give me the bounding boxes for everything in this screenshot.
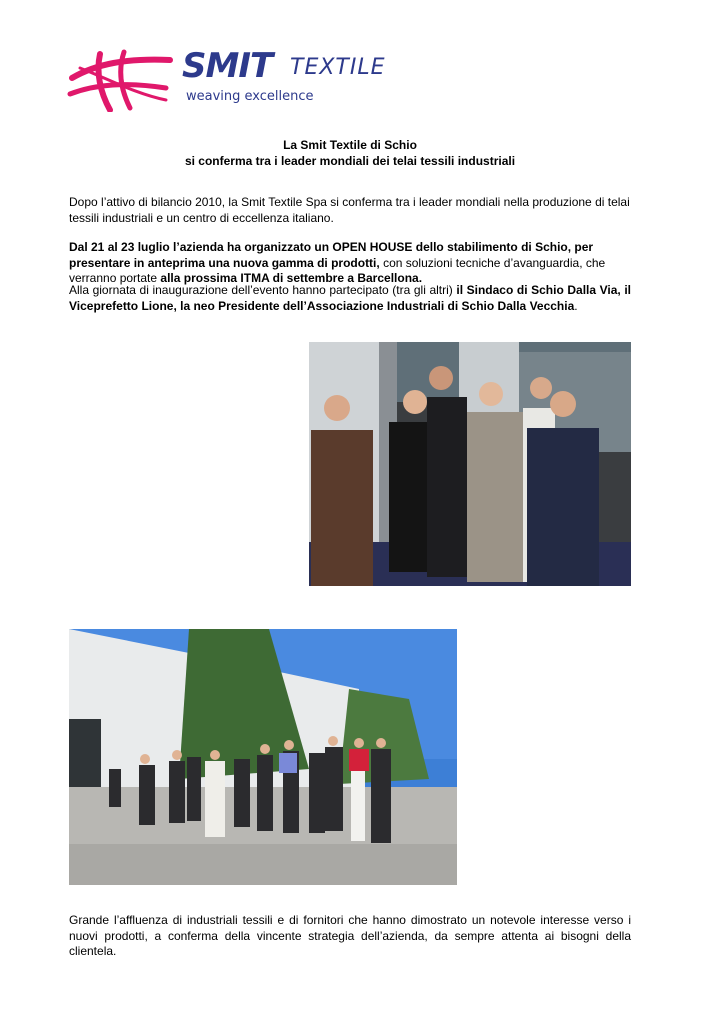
openhouse-plain-text: con soluzioni tecniche d’avanguardia, che verranno portate	[69, 255, 606, 285]
document-subtitle: si conferma tra i leader mondiali dei telai tessili industriali	[184, 154, 516, 168]
closing-paragraph: Grande l’affluenza di industriali tessili e di fornitori che hanno dimostrato un notevole interesse verso i nuovi prodotti, a conferma della vincente strategia dell’azienda, da sempre attenta ai bisogni della clientela.	[69, 913, 631, 958]
visitors-photo	[69, 629, 457, 885]
document-title: La Smit Textile di Schio	[283, 138, 417, 152]
logo-brand: SMIT	[182, 46, 273, 86]
company-logo	[66, 46, 386, 112]
intro-paragraph: Dopo l’attivo di bilancio 2010, la Smit Textile Spa si conferma tra i leader mondiali nella produzione di telai tessili industriali e un centro di eccellenza italiano.	[69, 195, 630, 225]
openhouse-paragraph	[69, 240, 631, 287]
logo-word: TEXTILE	[290, 55, 386, 80]
guests-plain-text: Alla giornata di inaugurazione dell’evento hanno partecipato (tra gli altri)	[69, 283, 457, 297]
logo-tagline: weaving excellence	[186, 89, 314, 104]
guests-bold-text: il Sindaco di Schio Dalla Via, il Viceprefetto Lione, la neo Presidente dell’Associazione Industriali di Schio Dalla Vecchia	[69, 283, 631, 313]
openhouse-itma-text: alla prossima ITMA di settembre a Barcellona.	[160, 271, 423, 285]
group-photo	[309, 342, 631, 586]
guests-paragraph	[69, 283, 631, 314]
openhouse-bold-text: Dal 21 al 23 luglio l’azienda ha organizzato un OPEN HOUSE dello stabilimento di Schio, per presentare in anteprima una nuova gamma di prodotti,	[69, 240, 594, 270]
guests-end-text: .	[574, 298, 578, 313]
logo-mark-icon	[66, 48, 176, 112]
